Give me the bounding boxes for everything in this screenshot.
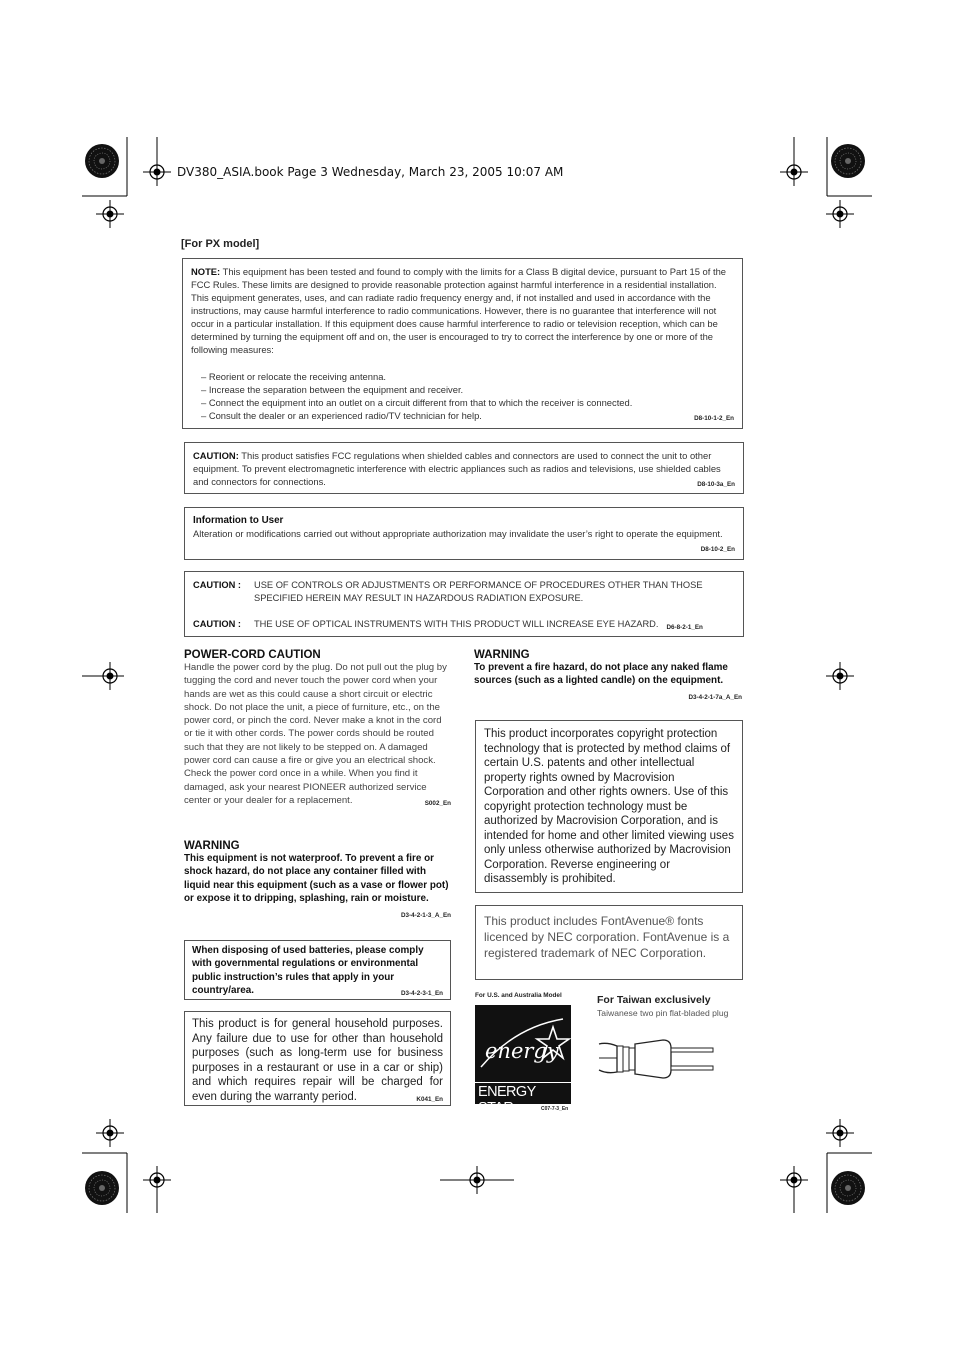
household-text: This product is for general household purposes. Any failure due to use for other than household purposes (such as long-term use for business purposes in a restaurant or use in a car or ship) and which requires repair will be charged for even during the warranty period. — [192, 1018, 443, 1103]
macrovision-text: This product incorporates copyright protection technology that is protected by method claims of certain U.S. patents and other intellectual property rights owned by Macrovision Corporation and other rights owners. Use of this copyright protection technology must be authorized by Macrovision Corporation, and is intended for home and other limited viewing uses only unless otherwise authorized by Macrovision Corporation. Reverse engineering or disassembly is prohibited. — [484, 728, 734, 885]
caution-text: USE OF CONTROLS OR ADJUSTMENTS OR PERFORMANCE OF PROCEDURES OTHER THAN THOSE SPECIFIED HEREIN MAY RESULT IN HAZARDOUS RADIATION EXPOSURE. — [254, 580, 703, 603]
doc-code: D8-10-2_En — [700, 546, 735, 553]
warning-text: This equipment is not waterproof. To prevent a fire or shock hazard, do not place any container filled with liquid near this equipment (such as a vase or flower pot) or expose it to dripping, splashing, rain or moisture. — [184, 853, 449, 905]
note-label: NOTE: — [191, 266, 221, 277]
taiwan-subtitle: Taiwanese two pin flat-bladed plug — [597, 1008, 729, 1018]
batteries-box — [184, 940, 451, 1000]
doc-code: K041_En — [416, 1095, 443, 1103]
energy-star-label: ENERGY STAR — [478, 1084, 536, 1116]
warning-water-section — [184, 840, 451, 922]
batteries-text: When disposing of used batteries, please comply with governmental regulations or environmental public instruction’s rules that apply in your country/area. — [192, 945, 424, 997]
caution-text: This product satisfies FCC regulations when shielded cables and connectors are used to connect the unit to other equipment. To prevent electromagnetic interference with electric appliances such as radios and televisions, use shielded cables and connectors for connections. — [193, 450, 721, 487]
doc-code: D3-4-2-1-3_A_En — [400, 911, 451, 919]
info-user-box — [184, 507, 744, 560]
taiwan-title: For Taiwan exclusively — [597, 994, 711, 1006]
caution-text: THE USE OF OPTICAL INSTRUMENTS WITH THIS PRODUCT WILL INCREASE EYE HAZARD. — [254, 619, 659, 629]
warning-fire-section — [474, 649, 742, 704]
energy-script-text: energy — [485, 1039, 559, 1063]
running-head: DV380_ASIA.book Page 3 Wednesday, March 23, 2005 10:07 AM — [177, 165, 564, 179]
warning-text: To prevent a fire hazard, do not place any naked flame sources (such as a lighted candle) on the equipment. — [474, 662, 728, 687]
caution-label: CAUTION : — [193, 619, 242, 629]
list-item: – Connect the equipment into an outlet on a circuit different from that to which the receiver is connected. — [201, 396, 734, 409]
fcc-note-box — [182, 258, 743, 429]
doc-code: C07-7-3_En — [541, 1106, 569, 1112]
power-cord-section — [184, 649, 451, 810]
info-user-title: Information to User — [193, 515, 284, 526]
macrovision-box — [475, 720, 743, 893]
household-box — [184, 1011, 451, 1106]
doc-code: D3-4-2-1-7a_A_En — [688, 693, 742, 701]
info-user-text: Alteration or modifications carried out without appropriate authorization may invalidate the user’s right to operate the equipment. — [193, 528, 723, 539]
doc-code: S002_En — [424, 799, 451, 807]
doc-code: D6-8-2-1_En — [666, 624, 703, 631]
doc-code: D8-10-3a_En — [697, 481, 735, 488]
note-text: This equipment has been tested and found to comply with the limits for a Class B digital device, pursuant to Part 15 of the FCC Rules. These limits are designed to provide reasonable protection against harmful interference in a residential installation. This equipment generates, uses, and can radiate radio frequency energy and, if not installed and used in accordance with the instructions, may cause harmful interference to radio communications. However, there is no guarantee that interference will not occur in a particular installation. If this equipment does cause harmful interference to radio or television reception, which can be determined by turning the equipment off and on, the user is encouraged to try to correct the interference by one or more of the following measures: — [191, 266, 727, 355]
laser-caution-box — [184, 571, 744, 637]
fontavenue-box — [475, 905, 743, 980]
warning-title: WARNING — [184, 840, 240, 852]
plug-icon — [597, 1034, 721, 1084]
caution-label: CAUTION: — [193, 450, 239, 461]
power-cord-title: POWER-CORD CAUTION — [184, 649, 321, 661]
doc-code: D8-10-1-2_En — [694, 415, 734, 422]
model-label: [For PX model] — [181, 238, 260, 250]
list-item: – Consult the dealer or an experienced radio/TV technician for help. D8-10-1-2_En — [201, 409, 734, 422]
caution-label: CAUTION : — [193, 580, 242, 590]
doc-code: D3-4-2-3-1_En — [401, 990, 443, 998]
measures-list — [191, 370, 734, 422]
warning-title: WARNING — [474, 649, 530, 661]
list-item: – Reorient or relocate the receiving antenna. — [201, 370, 734, 383]
power-cord-text: Handle the power cord by the plug. Do not pull out the plug by tugging the cord and never touch the power cord when your hands are wet as this could cause a short circuit or electric shock. Do not place the unit, a piece of furniture, etc., on the power cord, or pinch the cord. Never make a knot in the cord or tie it with other cords. The power cords should be routed such that they are not likely to be stepped on. A damaged power cord can cause a fire or give you an electrical shock. Check the power cord once in a while. When you find it damaged, ask your nearest PIONEER authorized service center or your dealer for a replacement. — [184, 662, 447, 806]
energy-star-caption: For U.S. and Australia Model — [475, 992, 562, 999]
fcc-caution-box — [184, 442, 744, 494]
list-item: – Increase the separation between the equipment and receiver. — [201, 383, 734, 396]
fontavenue-text: This product includes FontAvenue® fonts licenced by NEC corporation. FontAvenue is a registered trademark of NEC Corporation. — [484, 914, 730, 960]
